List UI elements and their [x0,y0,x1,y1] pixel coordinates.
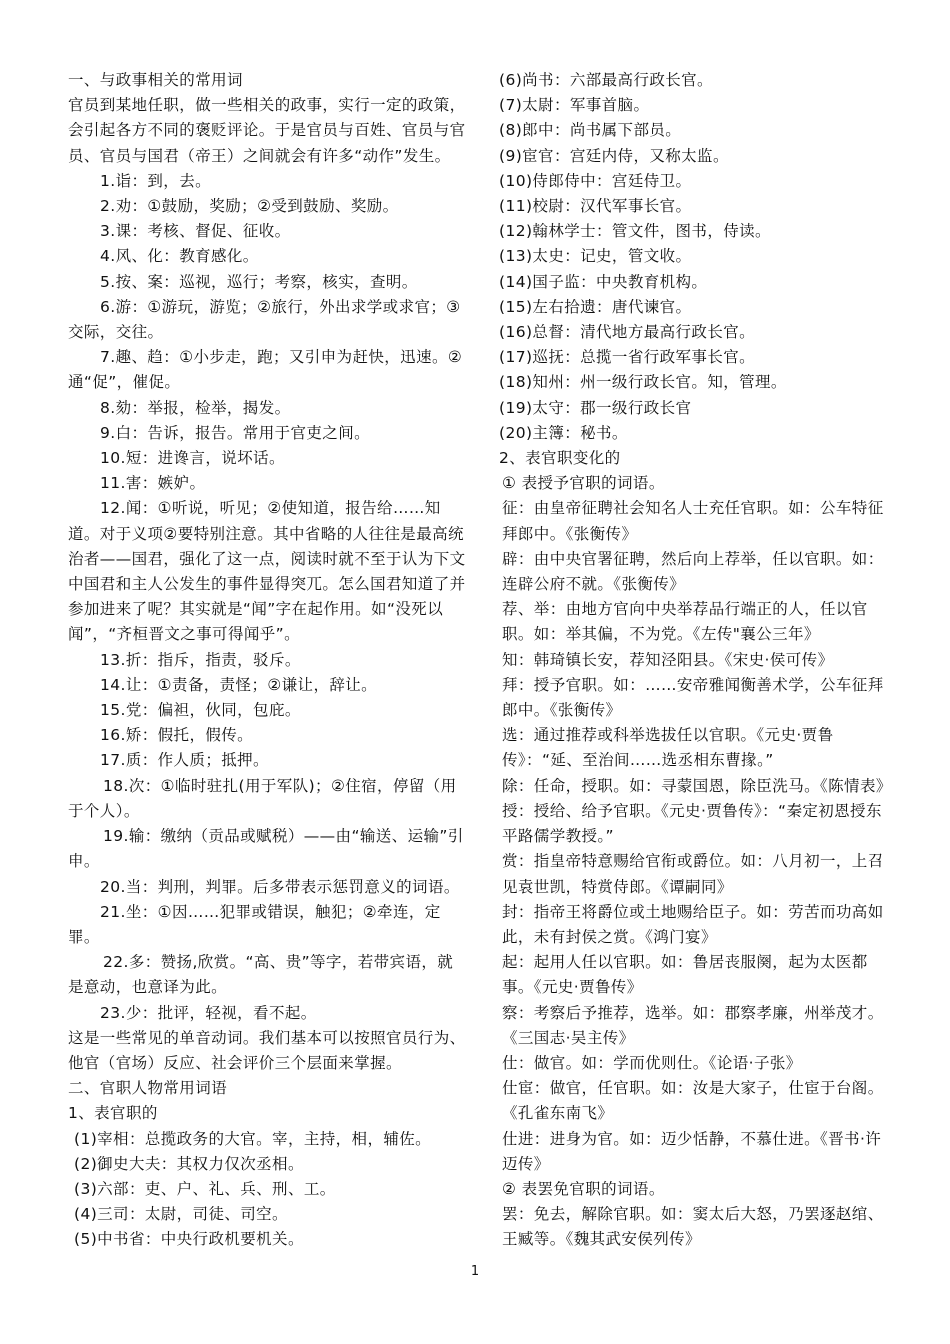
right-paragraph: 授：授给、给予官职。《元史·贾鲁传》：“秦定初恩授东平路儒学教授。” [502,801,882,846]
left-paragraph: 二、官职人物常用词语 [68,1079,228,1098]
left-paragraph: 22.多：赞扬,欣赏。“高、贵”等字，若带宾语，就是意动，也意译为此。 [68,953,454,997]
left-paragraph: 这是一些常见的单音动词。我们基本可以按照官员行为、他官（官场）反应、社会评价三个层面来掌握。 [68,1028,466,1072]
right-column [493,68,893,1253]
left-paragraph: 6.游：①游玩，游览；②旅行，外出求学或求官；③交际，交往。 [68,297,461,342]
left-paragraph: 12.闻：①听说，听见；②使知道，报告给……知道。对于义项②要特别注意。其中省略的人往往是最高统治者——国君，强化了这一点，阅读时就不至于认为下文中国君和主人公发生的事件显得突兀。怎么国君知道了并参加进来了呢？其实就是“闻”字在起作用。如“没死以闻”，“齐桓晋文之事可得闻乎”。 [68,499,466,644]
left-paragraph: 4.风、化：教育感化。 [100,247,259,266]
right-paragraph: 知：韩琦镇长安，荐知泾阳县。《宋史·侯可传》 [502,650,834,669]
right-paragraph: (20)主簿：秘书。 [499,423,628,442]
left-paragraph: (2)御史大夫：其权力仅次丞相。 [74,1154,304,1173]
right-paragraph: 罢：免去，解除官职。如：窦太后大怒，乃罢逐赵绾、王臧等。《魏其武安侯列传》 [502,1205,884,1249]
left-paragraph: 13.折：指斥，指责，驳斥。 [100,650,301,669]
left-paragraph: 11.害：嫉妒。 [100,474,206,493]
right-paragraph: 赏：指皇帝特意赐给官衔或爵位。如：八月初一，上召见袁世凯，特赏侍郎。《谭嗣同》 [502,852,884,896]
left-paragraph: 18.次：①临时驻扎(用于军队)；②住宿，停留（用于个人）。 [68,776,457,820]
right-paragraph: 起：起用人任以官职。如：鲁居丧服阕，起为太医都事。《元史·贾鲁传》 [502,953,868,997]
left-paragraph: 15.党：偏袒，伙同，包庇。 [100,701,301,720]
left-paragraph: (4)三司：太尉，司徒、司空。 [74,1205,288,1224]
right-paragraph: (12)翰林学士：管文件，图书，侍读。 [499,222,771,241]
left-paragraph: 一、与政事相关的常用词 [68,71,243,89]
right-paragraph: (9)宦官：宫廷内侍，又称太监。 [499,146,729,165]
left-paragraph: 3.课：考核、督促、征收。 [100,222,291,241]
left-paragraph: 7.趣、趋：①小步走，跑；又引申为赶快，迅速。②通“促”，催促。 [68,348,463,392]
right-paragraph: (19)太守：郡一级行政长官 [499,398,692,417]
left-paragraph: 2.劝：①鼓励，奖励；②受到鼓励、奖励。 [100,197,399,216]
right-paragraph: 察：考察后予推荐，选举。如：郡察孝廉，州举茂才。《三国志·吴主传》 [502,1003,884,1047]
left-paragraph: (1)宰相：总揽政务的大官。宰，主持，相，辅佐。 [74,1129,432,1148]
right-paragraph: ① 表授予官职的词语。 [502,474,665,493]
right-paragraph: 除：任命，授职。如：寻蒙国恩，除臣洗马。《陈情表》 [502,776,892,795]
left-paragraph: 官员到某地任职，做一些相关的政事，实行一定的政策，会引起各方不同的褒贬评论。于是官员与百姓、官员与官员、官员与国君（帝王）之间就会有许多“动作”发生。 [68,96,466,165]
left-paragraph: 21.坐：①因……犯罪或错误，触犯；②牵连，定罪。 [68,902,441,946]
right-paragraph: 2、表官职变化的 [499,449,621,468]
right-paragraph: (17)巡抚：总揽一省行政军事长官。 [499,348,756,367]
left-paragraph: 1、表官职的 [68,1104,158,1123]
right-paragraph: 拜：授予官职。如：……安帝雅闻衡善术学，公车征拜郎中。《张衡传》 [502,675,884,720]
left-column [68,68,468,1253]
right-paragraph: (8)郎中：尚书属下部员。 [499,121,682,140]
right-paragraph: 征：由皇帝征聘社会知名人士充任官职。如：公车特征拜郎中。《张衡传》 [502,499,884,543]
right-paragraph: 仕：做官。如：学而优则仕。《论语·子张》 [502,1053,802,1072]
right-paragraph: (13)太史：记史，管文收。 [499,247,692,266]
left-paragraph: 20.当：判刑，判罪。后多带表示惩罚意义的词语。 [100,877,460,896]
right-paragraph: 选：通过推荐或科举选拔任以官职。《元史·贾鲁传》：“延、至治间……选丞相东曹掾。” [502,726,834,770]
right-paragraph: 辟：由中央官署征聘，然后向上荐举，任以官职。如：连辟公府不就。《张衡传》 [502,549,884,594]
right-paragraph: (11)校尉：汉代军事长官。 [499,197,692,216]
left-paragraph: 8.劾：举报，检举，揭发。 [100,398,291,417]
left-paragraph: 23.少：批评，轻视，看不起。 [100,1003,317,1022]
left-paragraph: 10.短：进谗言，说坏话。 [100,449,285,468]
right-paragraph: (14)国子监：中央教育机构。 [499,272,708,291]
left-paragraph: 1.诣：到，去。 [100,171,211,190]
right-paragraph: (18)知州：州一级行政长官。知，管理。 [499,373,787,392]
left-paragraph: (5)中书省：中央行政机要机关。 [74,1230,304,1249]
right-paragraph: 仕进：进身为官。如：迈少恬静，不慕仕进。《晋书·许迈传》 [502,1129,882,1173]
left-paragraph: 5.按、案：巡视，巡行；考察，核实，查明。 [100,272,418,291]
right-paragraph: 封：指帝王将爵位或土地赐给臣子。如：劳苦而功高如此，未有封侯之赏。《鸿门宴》 [502,902,884,946]
right-paragraph: 仕宦：做官，任官职。如：汝是大家子，仕宦于台阁。《孔雀东南飞》 [502,1079,884,1123]
right-paragraph: (15)左右拾遗：唐代谏官。 [499,297,692,316]
right-paragraph: (10)侍郎侍中：宫廷侍卫。 [499,171,692,190]
right-paragraph: ② 表罢免官职的词语。 [502,1179,665,1198]
page-number: 1 [470,1264,480,1279]
right-paragraph: (7)太尉：军事首脑。 [499,96,650,115]
left-paragraph: 17.质：作人质；抵押。 [100,751,269,770]
left-paragraph: 19.输：缴纳（贡品或赋税）——由“输送、运输”引申。 [68,827,464,871]
right-paragraph: (16)总督：清代地方最高行政长官。 [499,323,756,342]
left-paragraph: (3)六部：吏、户、礼、兵、刑、工。 [74,1179,336,1198]
right-paragraph: 荐、举：由地方官向中央举荐品行端正的人，任以官职。如：举其偏，不为党。《左传"襄公三年》 [502,600,868,644]
left-paragraph: 16.矫：假托，假传。 [100,726,254,745]
left-paragraph: 14.让：①责备，责怪；②谦让，辞让。 [100,675,378,694]
right-paragraph: (6)尚书：六部最高行政长官。 [499,71,713,89]
left-paragraph: 9.白：告诉，报告。常用于官吏之间。 [100,423,370,442]
